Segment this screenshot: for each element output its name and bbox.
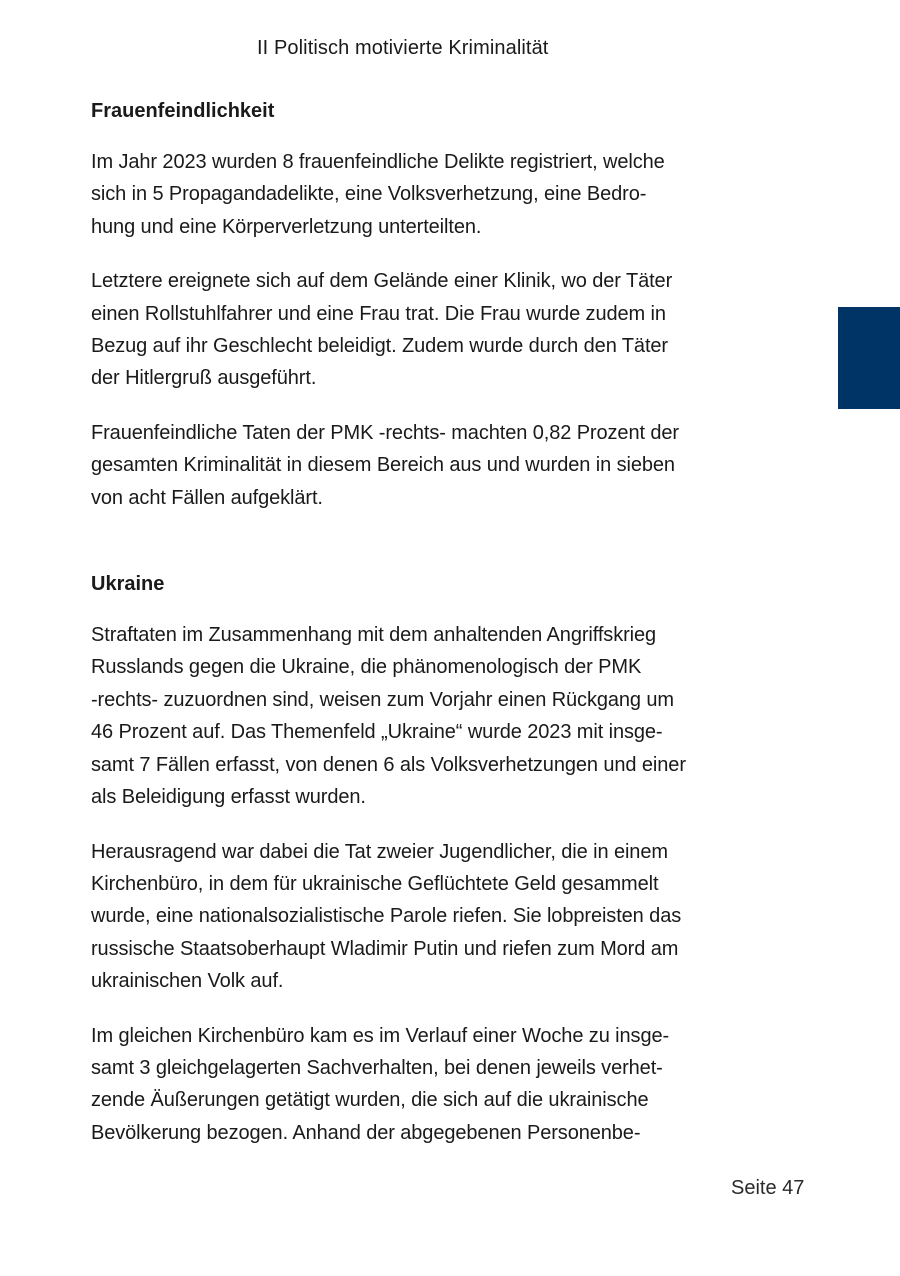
paragraph: Frauenfeindliche Taten der PMK -rechts- machten 0,82 Prozent der gesamten Kriminalität in diesem Bereich aus und wurden in sieben von acht Fällen aufgeklärt. — [91, 421, 679, 509]
section-frauenfeindlichkeit — [91, 96, 751, 514]
running-header: II Politisch motivierte Kriminalität — [257, 37, 549, 59]
section-heading: Ukraine — [91, 573, 165, 596]
paragraph: Im gleichen Kirchenbüro kam es im Verlauf einer Woche zu insge- samt 3 gleichgelagerten Sachverhalten, bei denen jeweils verhet- zende Äußerungen getätigt wurden, die sich auf die ukrainische Bevölkerung bezogen. Anhand der abgegebenen Personenbe- — [91, 1024, 670, 1144]
section-heading: Frauenfeindlichkeit — [91, 100, 275, 122]
chapter-side-tab — [838, 307, 900, 409]
section-ukraine — [91, 569, 751, 1149]
page-number: Seite 47 — [731, 1177, 805, 1199]
paragraph: Im Jahr 2023 wurden 8 frauenfeindliche Delikte registriert, welche sich in 5 Propagandadelikte, eine Volksverhetzung, eine Bedro- hung und eine Körperverletzung unterteilten. — [91, 151, 665, 238]
paragraph: Herausragend war dabei die Tat zweier Jugendlicher, die in einem Kirchenbüro, in dem für ukrainische Geflüchtete Geld gesammelt wurde, eine nationalsozialistische Parole riefen. Sie lobpreisten das russische Staatsoberhaupt Wladimir Putin und riefen zum Mord am ukrainischen Volk auf. — [91, 840, 682, 993]
paragraph: Straftaten im Zusammenhang mit dem anhaltenden Angriffskrieg Russlands gegen die Ukraine, die phänomenologisch der PMK -rechts- zuzuordnen sind, weisen zum Vorjahr einen Rückgang um 46 Prozent auf. Das Themenfeld „Ukraine“ wurde 2023 mit insge- samt 7 Fällen erfasst, von denen 6 als Volksverhetzungen und einer als Beleidigung erfasst wurden. — [91, 624, 686, 809]
document-body — [91, 96, 751, 1171]
section-spacer — [91, 536, 751, 569]
paragraph: Letztere ereignete sich auf dem Gelände einer Klinik, wo der Täter einen Rollstuhlfahrer und eine Frau trat. Die Frau wurde zudem in Bezug auf ihr Geschlecht beleidigt. Zudem wurde durch den Täter der Hitlergruß ausgeführt. — [91, 270, 673, 390]
